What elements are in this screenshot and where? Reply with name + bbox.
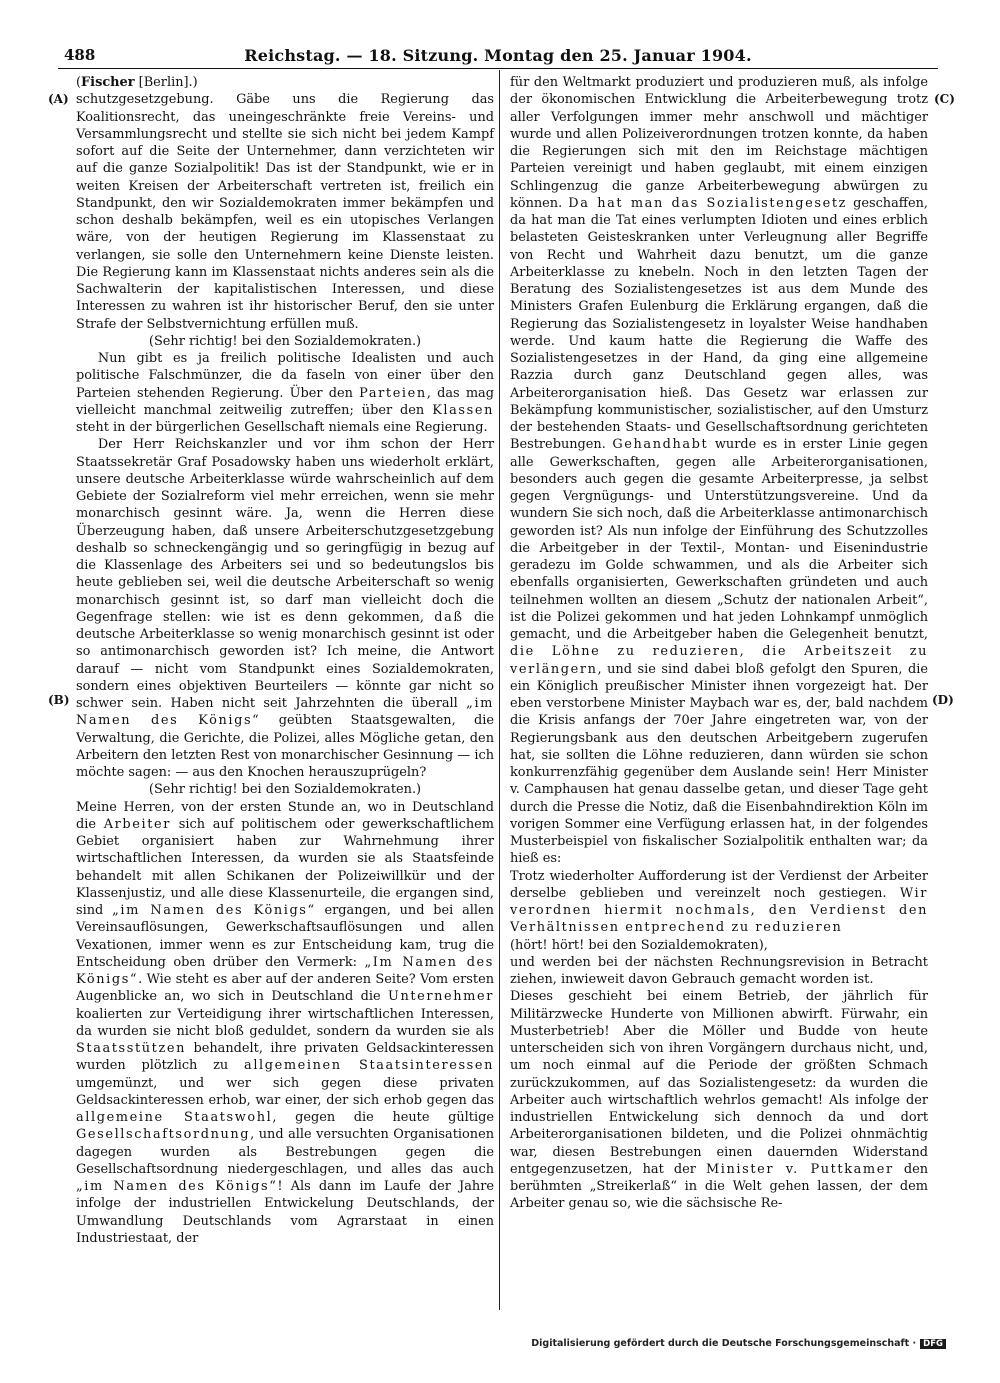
text-run: , das mag vielleicht manchmal zeitweilig zutreffen; über den — [76, 385, 494, 418]
footer-credit — [531, 1338, 946, 1349]
text-run: . Wie steht es aber auf der anderen Seite? Vom ersten Augenblicke an, wo sich in Deutschland die — [76, 972, 494, 1005]
text-run: Parteien stehenden Regierung. Über den — [76, 385, 353, 401]
text-run: geübten Staatsgewalten, die Verwaltung, die Gerichte, die Polizei, alles Mögliche getan, den Arbeitern den letzten Rest von monarchischer Gesinnung — ich möchte sagen: — aus den Knochen herauszuprügeln? — [76, 713, 494, 780]
speaker-place: [Berlin]. — [138, 75, 193, 90]
text-run: geschaffen, da hat man die Tat eines verlumpten Idioten und eines erblich belasteten Geisteskranken unter Verleugnung aller Begriffe von Recht und Wahrheit dazu benutzt, um die ganze Arbeiterklasse zu knebeln. Noch in den letzten Tagen der Beratung des Sozialistengesetzes ist aus dem Munde des Ministers Grafen Eulenburg die Erklärung ergangen, daß die Regierung das Sozialistengesetz in loyalster Weise handhaben werde. Und kaum hatte die Regierung die Waffe des Sozialistengesetzes in der Hand, da ging eine allgemeine Razzia durch ganz Deutschland gegen alles, was Arbeiterorganisation hieß. Das Gesetz war erlassen zur Bekämpfung kommunistischer, sozialistischer, auf den Umsturz der bestehenden Staats- und Gesellschaftsordnung gerichteten Bestrebungen. — [510, 195, 928, 453]
text-run: Gehandhabt — [612, 437, 709, 453]
text-run: umgemünzt, und wer sich gegen diese privaten Geldsackinteressen erhob, war einer, der sich erhob gegen das — [76, 1075, 494, 1108]
text-run: „im Namen des Königs“ — [76, 1179, 278, 1194]
paragraph — [510, 74, 928, 868]
interjection: (Sehr richtig! bei den Sozialdemokraten.) — [148, 333, 422, 349]
left-column — [76, 74, 494, 1247]
text-run: Arbeiter — [103, 816, 172, 832]
text-run: , gegen die heute gültige — [272, 1110, 494, 1125]
paragraph — [76, 436, 494, 781]
speaker-name: Fischer — [81, 75, 135, 90]
text-run: Unternehmer — [388, 989, 494, 1005]
text-run: steht in der bürgerlichen Gesellschaft niemals eine Regierung. — [76, 420, 488, 435]
text-run: ! Als dann im Laufe der Jahre infolge der industriellen Entwickelung Deutschlands, der Umwandlung Deutschlands vom Agrarstaat in einen Industriestaat, der — [76, 1179, 494, 1246]
quotation — [510, 868, 928, 937]
dfg-logo: DFG — [920, 1339, 946, 1349]
text-run: Meine Herren, von der ersten Stunde an, wo in Deutschland die — [76, 799, 494, 832]
text-run: Minister v. Puttkamer — [705, 1161, 894, 1177]
right-column — [510, 74, 928, 1213]
paragraph — [510, 988, 928, 1212]
text-run: , und alle versuchten Organisationen dagegen wurden als Bestrebungen gegen die Gesellschaftsordnung niedergeschlagen, und alles das auch — [76, 1127, 494, 1177]
text-run: Dieses geschieht bei einem Betrieb, der jährlich für Militärzwecke Hunderte von Millionen abwirft. Fürwahr, ein Musterbetrieb! Aber die Möller und Budde von heute unterscheiden sich von ihren Vorgängern durchaus nicht, und, um noch einmal auf die Periode der größten Schmach zurückzukommen, auf das Sozialistengesetz: da wurden die Arbeiter auch wirtschaftlich wehrlos gemacht! Als infolge der industriellen Entwickelung sich dennoch da und dort Arbeiterorganisationen bildeten, und die Polizei ohnmächtig war, diesen Bestrebungen einen dauernden Widerstand entgegenzusetzen, hat der — [510, 989, 928, 1177]
text-run: Wir verordnen hiermit nochmals, den Verdienst den Verhältnissen entprechend zu reduzieren — [510, 885, 928, 936]
text-run: „Im Namen des Königs“ — [76, 954, 494, 987]
page-number: 488 — [64, 46, 96, 64]
text-run: sich auf politischem oder gewerkschaftlichem Gebiet organisiert haben zur Wahrnehmung ihrer wirtschaftlichen Interessen, da wurden sie als Staatsfeinde behandelt mit allen Schikanen der Polizeiwillkür und der Klassenjustiz, und alle diese Klassenurteile, die ergangen sind, sind — [76, 816, 494, 918]
text-run: „im Namen des Königs“ — [112, 903, 316, 918]
text-run: Gesellschaftsordnung — [76, 1127, 251, 1143]
text-run: die Löhne zu reduzieren, die Arbeitszeit zu verlängern — [510, 644, 928, 677]
paragraph: schutzgesetzgebung. Gäbe uns die Regierung das Koalitionsrecht, das uneingeschränkte freie Vereins- und Versammlungsrecht und stellte sie sich nicht bei jedem Kampf sofort auf die Seite der Unternehmer, dann verzichteten wir auf die ganze Sozialpolitik! Das ist der Standpunkt, wie er in weiten Kreisen der Arbeiterschaft vertreten ist, freilich ein Standpunkt, den wir Sozialdemokraten immer bekämpfen und schon deshalb bekämpfen, weil es ein utopisches Verlangen wäre, von der heutigen Regierung im Klassenstaat zu verlangen, sie solle den Unternehmern keine Dienste leisten. Die Regierung kann im Klassenstaat nichts anderes sein als die Sachwalterin der kapitalistischen Interessen, und diese Interessen zu wahren ist ihr historischer Beruf, den sie unter Strafe der Selbstvernichtung erfüllen muß. — [76, 92, 494, 332]
margin-marker-d: (D) — [932, 693, 954, 707]
text-run: daß — [434, 609, 464, 625]
text-run: , und sie sind dabei bloß gefolgt den Spuren, die ein Königlich preußischer Minister ihnen vorgezeigt hat. Der eben verstorbene Minister Maybach war es, der, bald nachdem die Krisis anfangs der 70er Jahre eingetreten war, von der Regierungsbank aus den deutschen Arbeitgebern zugerufen hat, sie sollten die Löhne reduzieren, dann würden sie schon konkurrenzfähig gegenüber dem Auslande sein! Herr Minister v. Camphausen hat genau dasselbe getan, und dieser Tage geht durch die Presse die Notiz, daß die Eisenbahndirektion Köln im vorigen Sommer eine Verfügung erlassen hat, in der folgendes Musterbeispiel von fiskalischer Sozialpolitik enthalten war; da hieß es: — [510, 661, 928, 867]
header-rule — [58, 68, 938, 69]
text-run: behandelt, ihre privaten Geldsackinteressen wurden plötzlich zu — [76, 1041, 494, 1074]
margin-marker-b: (B) — [48, 693, 70, 707]
text-run: koalierten zur Verteidigung ihrer wirtschaftlichen Interessen, da wurden sie nicht bloß geduldet, sondern da wurden sie als — [76, 1006, 494, 1039]
text-run: Parteien — [359, 385, 427, 401]
text-run: allgemeine Staatswohl — [76, 1110, 273, 1125]
interjection: (hört! hört! bei den Sozialdemokraten), — [510, 937, 768, 953]
running-title: Reichstag. — 18. Sitzung. Montag den 25. Januar 1904. — [244, 46, 752, 65]
text-run: ergangen, und bei allen Vereinsauflösungen, Gewerkschaftsauflösungen und allen Vexationen, immer wenn es zur Entscheidung kam, trug die Entscheidung oben drüber den Vermerk: — [76, 903, 494, 970]
text-run: Klassen — [432, 402, 494, 418]
text-run: allgemeinen Staatsinteressen — [244, 1058, 495, 1074]
speaker-line: (Fischer [Berlin].) — [76, 75, 198, 90]
text-run: für den Weltmarkt produziert und produzieren muß, als infolge der ökonomischen Entwicklung die Arbeiterbewegung trotz aller Verfolgungen immer mehr anschwoll und mächtiger wurde und allen Polizeiverordnungen trotzen konnte, da haben die Regierungen sich mit den im Reichstage mächtigen Parteien vereinigt und haben geglaubt, mit einem einzigen Schlingenzug die ganze Arbeiterbewegung abwürgen zu können. — [510, 75, 928, 211]
text-run: Trotz wiederholter Aufforderung ist der Verdienst der Arbeiter derselbe geblieben und vereinzelt noch gestiegen. — [510, 868, 928, 901]
quotation: und werden bei der nächsten Rechnungsrevision in Betracht ziehen, inwieweit davon Gebrauch gemacht worden ist. — [510, 954, 928, 987]
text-run: Staatsstützen — [76, 1041, 186, 1056]
margin-marker-a: (A) — [48, 92, 69, 106]
margin-marker-c: (C) — [934, 92, 955, 106]
text-run: Der Herr Reichskanzler und vor ihm schon der Herr Staatssekretär Graf Posadowsky haben uns wiederholt erklärt, unsere deutsche Arbeiterklasse würde wahrscheinlich auf dem Gebiete der Sozialreform viel mehr erreichen, wenn sie mehr monarchisch gesinnt wäre. Ja, wenn die Herren diese Überzeugung haben, daß unsere Arbeiterschutzgesetzgebung deshalb so schneckengängig und so geringfügig in bezug auf die Klassenlage des Arbeiters sei und so bedeutungslos bis heute geblieben sei, weil die deutsche Arbeiterschaft so wenig monarchisch gesinnt ist, so darf man vielleicht doch die Gegenfrage stellen: wie ist es denn gekommen, — [76, 437, 494, 625]
column-divider — [499, 70, 500, 1310]
text-run: wurde es in erster Linie gegen alle Gewerkschaften, gegen alle Arbeiterorganisationen, besonders auch gegen die gesamte Arbeiterpresse, ja selbst gegen Vergnügungs- und Unterstützungsvereine. Und da wundern Sie sich noch, daß die Arbeiterklasse antimonarchisch geworden ist? Als nun infolge der Einführung des Schutzzolles die Arbeitgeber in der Textil-, Montan- und Eisenindustrie geradezu im Golde schwammen, und als die Arbeiter sich ebenfalls organisierten, Gewerkschaften gründeten und auch teilnehmen wollten an diesem „Schutz der nationalen Arbeit“, ist die Polizei gekommen und hat jeden Lohnkampf unmöglich gemacht, und die Arbeitgeber haben die Gelegenheit benutzt, — [510, 437, 928, 642]
paragraph — [76, 350, 494, 436]
text-run: „im Namen des Königs“ — [76, 696, 494, 729]
text-run: Nun gibt es ja freilich politische Idealisten und auch politische Falschmünzer, die da faseln von einer über den — [76, 351, 494, 384]
footer-text: Digitalisierung gefördert durch die Deutsche Forschungsgemeinschaft · — [531, 1338, 917, 1349]
page-header — [58, 44, 938, 68]
text-run: den berühmten „Streikerlaß“ in die Welt gehen lassen, der dem Arbeiter genau so, wie die sächsische Re- — [510, 1161, 928, 1212]
text-run: die deutsche Arbeiterklasse so wenig monarchisch gesinnt ist oder so antimonarchisch geworden ist? Ich meine, die Antwort darauf — nicht vom Standpunkt eines Sozialdemokraten, sondern eines objektiven Beurteilers — könnte gar nicht so schwer sein. Haben nicht seit Jahrzehnten die überall — [76, 609, 494, 711]
interjection: (Sehr richtig! bei den Sozialdemokraten.) — [148, 782, 422, 798]
text-run: Da hat man das Sozialistengesetz — [568, 195, 848, 211]
paragraph — [76, 799, 494, 1248]
